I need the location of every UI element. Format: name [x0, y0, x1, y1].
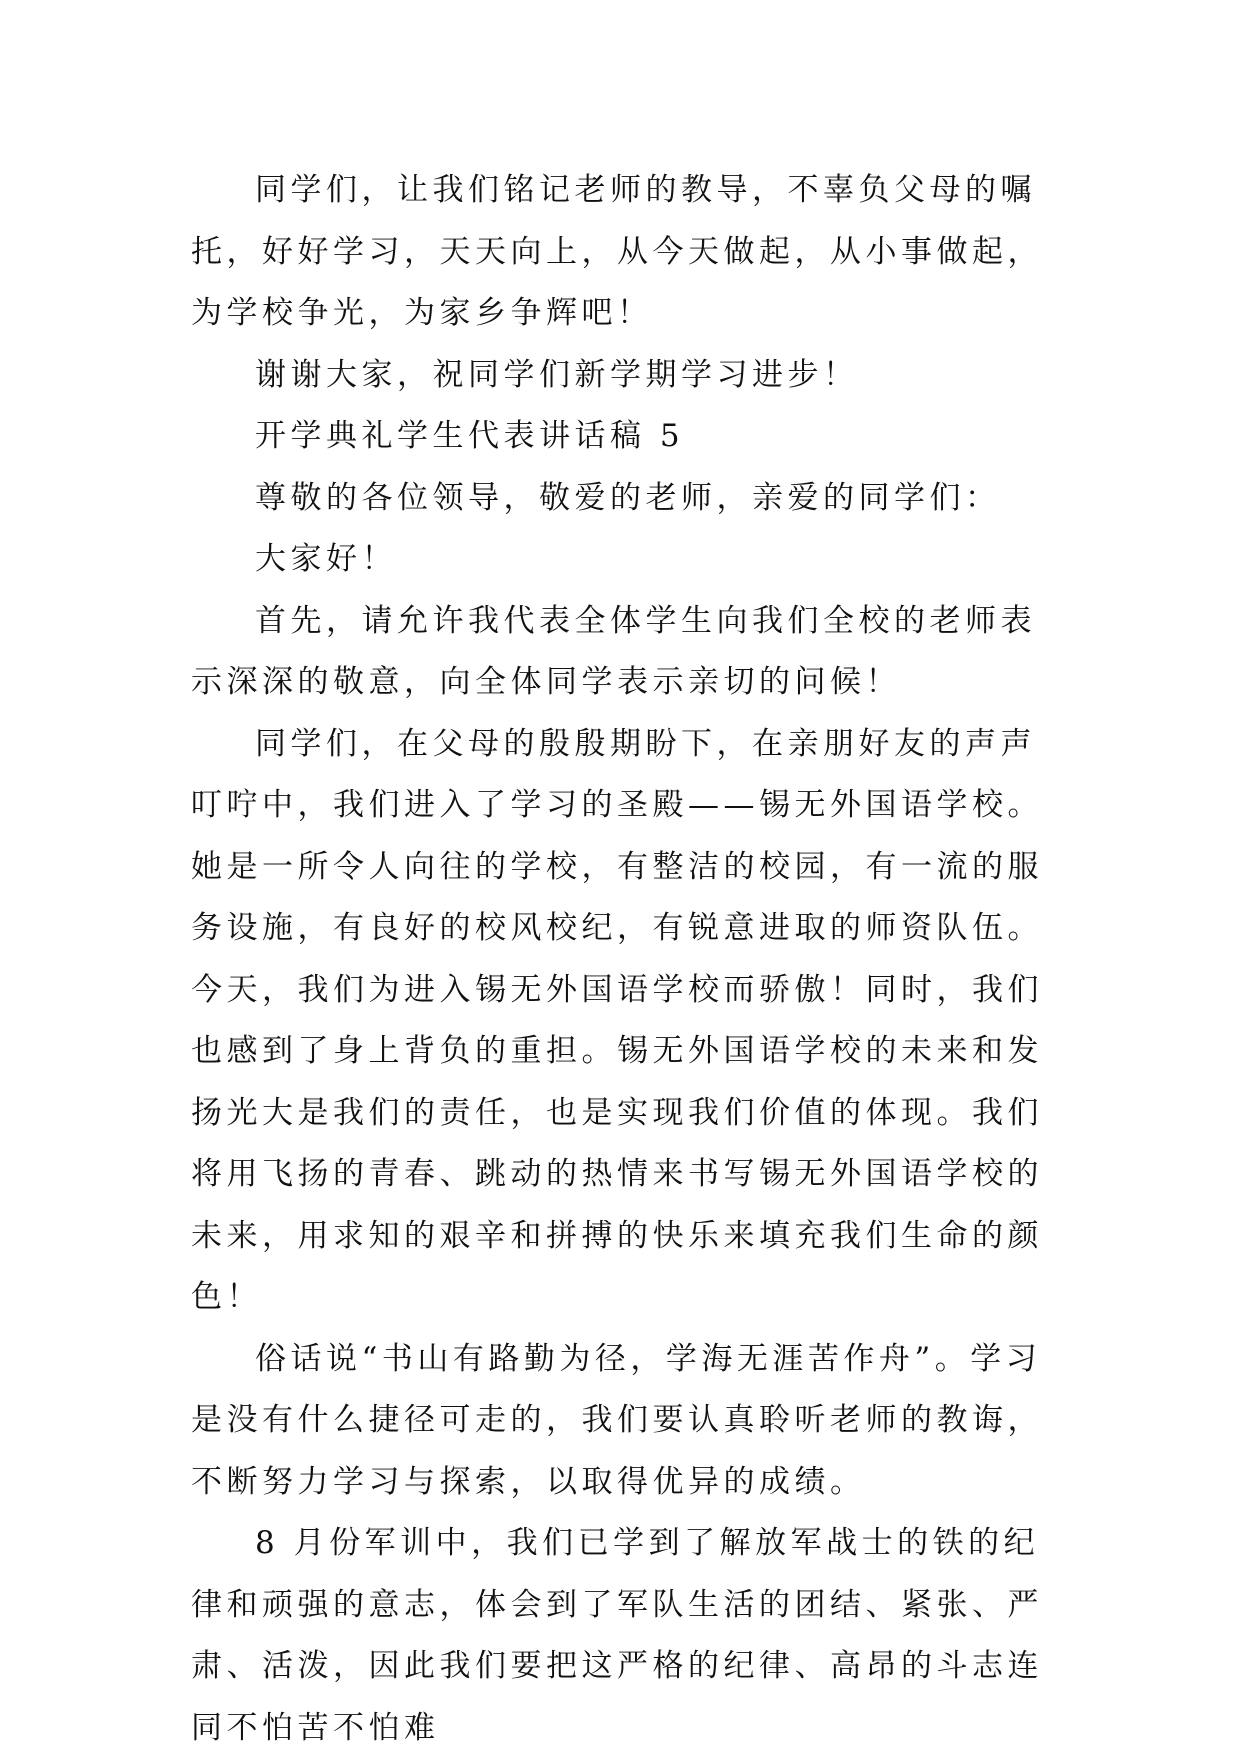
paragraph-closing-appeal: 同学们，让我们铭记老师的教导，不辜负父母的嘱托，好好学习，天天向上，从今天做起，从小事做起，为学校争光，为家乡争辉吧！: [191, 172, 1043, 331]
paragraph-salutation: 尊敬的各位领导，敬爱的老师，亲爱的同学们：: [255, 479, 1001, 516]
document-body: [191, 160, 1059, 1759]
section-heading: 开学典礼学生代表讲话稿 5: [255, 418, 685, 454]
paragraph-school: 同学们，在父母的殷殷期盼下，在亲朋好友的声声叮咛中，我们进入了学习的圣殿——锡无外国语学校。她是一所令人向往的学校，有整洁的校园，有一流的服务设施，有良好的校风校纪，有锐意进取的师资队伍。今天，我们为进入锡无外国语学校而骄傲！同时，我们也感到了身上背负的重担。锡无外国语学校的未来和发扬光大是我们的责任，也是实现我们价值的体现。我们将用飞扬的青春、跳动的热情来书写锡无外国语学校的未来，用求知的艰辛和拼搏的快乐来填充我们生命的颜色！: [191, 725, 1043, 1315]
paragraph-greeting: 大家好！: [255, 541, 397, 577]
paragraph-military-training: 8 月份军训中，我们已学到了解放军战士的铁的纪律和顽强的意志，体会到了军队生活的团结、紧张、严肃、活泼，因此我们要把这严格的纪律、高昂的斗志连同不怕苦不怕难: [191, 1525, 1043, 1746]
paragraph-respect: 首先，请允许我代表全体学生向我们全校的老师表示深深的敬意，向全体同学表示亲切的问候！: [191, 602, 1036, 700]
paragraph-thanks: 谢谢大家，祝同学们新学期学习进步！: [255, 356, 859, 393]
paragraph-proverb: 俗话说“书山有路勤为径，学海无涯苦作舟”。学习是没有什么捷径可走的，我们要认真聆听老师的教诲，不断努力学习与探索，以取得优异的成绩。: [191, 1340, 1043, 1500]
